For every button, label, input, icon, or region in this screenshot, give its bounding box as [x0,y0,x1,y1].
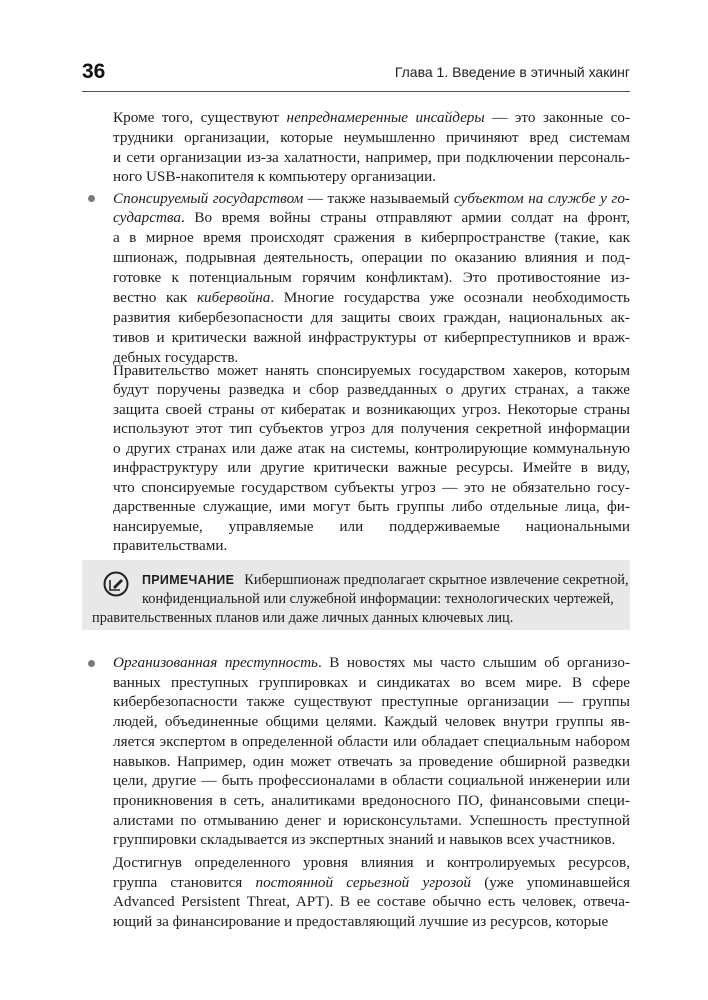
bullet1-line: а в мирное время происходят сражения в киберпространстве (такие, как [113,229,630,247]
block2-line: что спонсируемые государством субъекты угроз — это не обязательно госу- [113,478,630,496]
bullet2-line: проникновения в сеть, аналитиками вредоносного ПО, финансовыми специ- [113,791,630,809]
block2-line: правительствами. [113,537,228,554]
bullet1-line: шпионаж, подрывная деятельность, операции по оказанию влияния и под- [113,249,630,267]
bullet2-line: цели, другие — быть профессионалами в области социальной инженерии или [113,772,630,790]
block3-line: Достигнув определенного уровня влияния и контролируемых ресурсов, [113,854,630,871]
bullet1-line: развития кибербезопасности для защиты своих граждан, национальных ак- [113,308,630,326]
block3-line: Advanced Persistent Threat, APT). В ее составе обычно есть человек, отвеча- [113,893,630,911]
header-rule [82,91,630,92]
bullet-dot [88,195,95,202]
block2-line: нансируемые, управляемые или поддерживаемые национальными [113,517,630,535]
block2-line: защита своей страны от кибератак и возникающих угроз. Некоторые страны [113,400,630,418]
page-number: 36 [82,60,106,83]
bullet1-line: готовке к потенциальным горячим конфликтам). Это противостояние из- [113,269,630,287]
bullet2-line: людей, объединенные общими целями. Каждый человек внутри группы яв- [113,713,630,731]
bullet2-line: ванных преступных группировках и синдикатах во всем мире. В сфере [113,673,630,691]
block1-line: трудники организации, которые неумышленно причиняют вред системам [113,128,630,146]
note-pencil-icon [103,571,129,597]
bullet2-line: группировки складывается из экспертных знаний и навыков всех участников. [113,831,616,849]
block2-line: будут поручены разведка и сбор разведданных о других странах, а также [113,381,630,398]
block2-line: о других странах или даже атак на системы, контролирующие коммунальную [113,439,630,457]
note-line-3: правительственных планов или даже личных данных ключевых лиц. [92,610,514,626]
note-line-1: ПРИМЕЧАНИЕ Кибершпионаж предполагает скрытное извлечение секретной, [142,572,629,588]
bullet1-line: дебных государств. [113,348,239,366]
bullet1-line: сударства. Во время войны страны отправляют армии солдат на фронт, [113,209,630,227]
note-heading: ПРИМЕЧАНИЕ [142,573,235,587]
block3-line: ющий за финансирование и предоставляющий лучшие из ресурсов, которые [113,913,609,931]
bullet2-line: навыков. Например, один может отвечать за проведение обширной разведки [113,752,630,770]
bullet2-line: Организованная преступность. В новостях мы часто слышим об организо- [113,654,630,671]
block2-line: дарственные служащие, ими могут быть группы либо отдельные лица, фи- [113,498,630,515]
block1-line: и сети организации из-за халатности, например, при подключении персональ- [113,148,630,166]
bullet1-line: тивов и критически важной инфраструктуры от киберпреступников и враж- [113,328,630,346]
block1-line: Кроме того, существуют непреднамеренные инсайдеры — это законные со- [113,109,630,126]
note-box [82,560,630,630]
bullet-dot [88,660,95,667]
block3-line: группа становится постоянной серьезной угрозой (уже упоминавшейся [113,873,630,891]
bullet2-line: ляется экспертом в определенной области или обладает специальным набором [113,732,630,750]
block2-line: используют этот тип субъектов угроз для получения секретной информации [113,420,630,437]
bullet1-line: Спонсируемый государством — также называемый субъектом на службе у го- [113,189,630,207]
running-head: Глава 1. Введение в этичный хакинг [394,64,630,80]
bullet1-line: вестно как кибервойна. Многие государства уже осознали необходимость [113,289,630,306]
block1-line: ного USB-накопителя к компьютеру организации. [113,168,437,186]
block2-line: инфраструктуру или другие критически важные ресурсы. Имейте в виду, [113,459,630,476]
page-header [82,62,630,88]
bullet2-line: кибербезопасности также существуют преступные организации — группы [113,693,630,711]
note-line-2: конфиденциальной или служебной информации: технологических чертежей, [142,591,614,607]
block2-line: Правительство может нанять спонсируемых государством хакеров, которым [113,361,630,379]
bullet2-line: алистами по отмыванию денег и юрисконсультами. Успешность преступной [113,811,630,829]
